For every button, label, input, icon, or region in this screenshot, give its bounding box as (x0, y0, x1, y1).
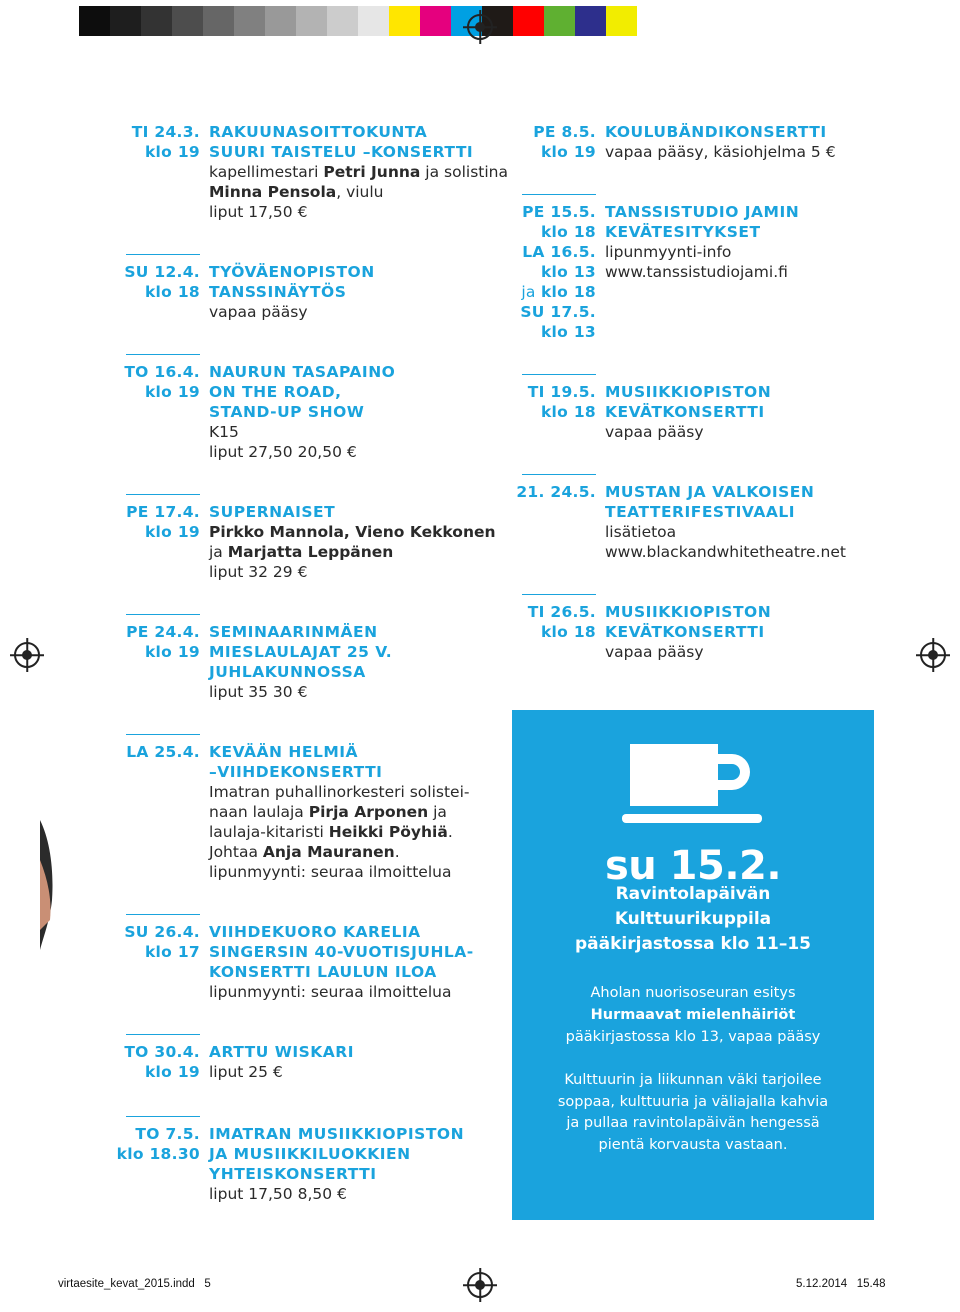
divider (126, 494, 200, 495)
event-title: SEMINAARINMÄEN (209, 623, 378, 641)
event-date (108, 362, 200, 402)
event-info (209, 362, 509, 462)
event-date-line: LA 25.4. (126, 743, 200, 761)
event-date-line: PE 15.5. (522, 203, 596, 221)
event-info (209, 262, 509, 322)
color-swatch (172, 6, 203, 36)
event-detail: liput 35 30 € (209, 683, 308, 701)
color-swatch (544, 6, 575, 36)
event-detail: lipunmyynti: seuraa ilmoittelua (209, 863, 452, 881)
event-info (209, 622, 509, 702)
event-detail: liput 17,50 8,50 € (209, 1185, 347, 1203)
registration-mark-left-icon (14, 642, 40, 668)
event-date-line: LA 16.5. (522, 243, 596, 261)
event-detail: lipunmyynti: seuraa ilmoittelua (209, 983, 452, 1001)
event-title: KEVÄTKONSERTTI (605, 403, 765, 421)
divider (126, 734, 200, 735)
divider (522, 474, 596, 475)
event-detail: K15 (209, 423, 239, 441)
event-title: –VIIHDEKONSERTTI (209, 763, 383, 781)
event-title: MIESLAULAJAT 25 V. (209, 643, 393, 661)
event-title: JUHLAKUNNOSSA (209, 663, 366, 681)
event-info (209, 502, 509, 582)
event-detail: liput 17,50 € (209, 203, 308, 221)
event-info (209, 1124, 509, 1204)
event-date-line: klo 18 (144, 283, 200, 301)
divider (522, 374, 596, 375)
event-title: KEVÄÄN HELMIÄ (209, 743, 359, 761)
event-title: TANSSINÄYTÖS (209, 283, 347, 301)
event-date-line: SU 17.5. (520, 303, 596, 321)
promo-description: Kulttuurin ja liikunnan väki tarjoilee soppaa, kulttuuria ja väliajalla kahvia ja pullaa ravintolapäivän hengessä pientä korvausta vastaan. (557, 1072, 829, 1153)
event-title: YHTEISKONSERTTI (209, 1165, 377, 1183)
event-info (605, 602, 905, 662)
coffee-cup-icon (622, 744, 762, 844)
registration-mark-top-icon (467, 14, 493, 40)
color-swatch (606, 6, 637, 36)
event-info (605, 482, 905, 562)
registration-mark-right-icon (920, 642, 946, 668)
event-title: JA MUSIIKKILUOKKIEN (209, 1145, 411, 1163)
event-date (504, 602, 596, 642)
event-info (605, 122, 905, 162)
event-detail: www.tanssistudiojami.fi (605, 263, 788, 281)
promo-date: su 15.2. (604, 843, 782, 889)
event-date (504, 482, 596, 502)
event-detail: lipunmyynti-info (605, 243, 732, 261)
event-title: TANSSISTUDIO JAMIN (605, 203, 800, 221)
color-swatch (575, 6, 606, 36)
color-swatch (48, 6, 79, 36)
event-date-line: TO 30.4. (124, 1043, 200, 1061)
divider (126, 354, 200, 355)
event-date-line: klo 13 (540, 263, 596, 281)
event-detail: lisätietoa (605, 523, 677, 541)
event-date-line: klo 19 (144, 1063, 200, 1081)
event-date-line: TI 26.5. (527, 603, 596, 621)
event-date-line: klo 19 (144, 143, 200, 161)
event-title: TEATTERIFESTIVAALI (605, 503, 796, 521)
event-date-line: klo 19 (144, 383, 200, 401)
event-date-line: PE 17.4. (126, 503, 200, 521)
event-info (209, 1042, 509, 1082)
event-detail: Pirkko Mannola, Vieno Kekkonen (209, 523, 496, 541)
photo-fragment (40, 800, 68, 950)
promo-box (512, 710, 874, 1220)
event-title: TYÖVÄENOPISTON (209, 263, 375, 281)
event-title: MUSTAN JA VALKOISEN (605, 483, 815, 501)
event-date (108, 1124, 200, 1164)
event-info (209, 122, 509, 222)
event-date-line: ja klo 18 (521, 283, 596, 301)
event-date-line: TO 16.4. (124, 363, 200, 381)
event-info (209, 922, 509, 1002)
event-detail: vapaa pääsy (605, 643, 704, 661)
event-date-line: klo 18 (540, 623, 596, 641)
color-swatch (234, 6, 265, 36)
event-date-line: klo 18.30 (116, 1145, 200, 1163)
divider (126, 614, 200, 615)
color-swatch (389, 6, 420, 36)
event-title: MUSIIKKIOPISTON (605, 383, 772, 401)
slug-filename: virtaesite_kevat_2015.indd 5 (58, 1278, 211, 1290)
color-swatch (141, 6, 172, 36)
event-title: VIIHDEKUORO KARELIA (209, 923, 421, 941)
divider (522, 594, 596, 595)
event-date-line: klo 18 (540, 223, 596, 241)
event-title: SUPERNAISET (209, 503, 336, 521)
event-date-line: SU 12.4. (124, 263, 200, 281)
promo-heading: Ravintolapäivän Kulttuurikuppila pääkirjastossa klo 11–15 (574, 884, 812, 954)
event-title: KEVÄTKONSERTTI (605, 623, 765, 641)
color-swatch (358, 6, 389, 36)
event-detail: naan laulaja Pirja Arponen ja (209, 803, 447, 821)
event-detail: ja Marjatta Leppänen (209, 543, 394, 561)
event-info (605, 202, 905, 282)
event-date (504, 382, 596, 422)
color-swatch (420, 6, 451, 36)
divider (126, 1034, 200, 1035)
event-title: RAKUUNASOITTOKUNTA (209, 123, 428, 141)
event-date-line: PE 8.5. (533, 123, 596, 141)
event-detail: Imatran puhallinorkesteri solistei- (209, 783, 470, 801)
event-detail: vapaa pääsy (605, 423, 704, 441)
event-detail: Johtaa Anja Mauranen. (209, 843, 400, 861)
divider (126, 914, 200, 915)
event-detail: laulaja-kitaristi Heikki Pöyhiä. (209, 823, 453, 841)
event-detail: liput 27,50 20,50 € (209, 443, 357, 461)
event-detail: liput 32 29 € (209, 563, 308, 581)
event-date (504, 202, 596, 342)
divider (522, 194, 596, 195)
event-detail: www.blackandwhitetheatre.net (605, 543, 846, 561)
event-date (108, 502, 200, 542)
event-info (209, 742, 509, 882)
event-title: SINGERSIN 40-VUOTISJUHLA- (209, 943, 474, 961)
event-detail: liput 25 € (209, 1063, 283, 1081)
event-date (108, 262, 200, 302)
promo-performance: Aholan nuorisoseuran esitys Hurmaavat mielenhäiriöt pääkirjastossa klo 13, vapaa pääsy (565, 985, 821, 1045)
event-title: MUSIIKKIOPISTON (605, 603, 772, 621)
event-date (108, 1042, 200, 1082)
event-date-line: klo 19 (144, 643, 200, 661)
event-detail: vapaa pääsy (209, 303, 308, 321)
color-swatch (79, 6, 110, 36)
color-swatch (637, 6, 668, 36)
event-date-line: klo 19 (540, 143, 596, 161)
event-date-line: TI 24.3. (131, 123, 200, 141)
color-swatch (265, 6, 296, 36)
event-date-line: klo 18 (540, 403, 596, 421)
event-title: STAND-UP SHOW (209, 403, 365, 421)
event-title: SUURI TAISTELU –KONSERTTI (209, 143, 474, 161)
event-date-line: TO 7.5. (135, 1125, 200, 1143)
event-date-line: klo 13 (540, 323, 596, 341)
event-date (108, 122, 200, 162)
color-swatch (110, 6, 141, 36)
event-date (108, 922, 200, 962)
divider (126, 254, 200, 255)
event-date-line: PE 24.4. (126, 623, 200, 641)
color-swatch (513, 6, 544, 36)
color-calibration-bar (48, 6, 668, 36)
registration-mark-bottom-icon (467, 1272, 493, 1298)
divider (126, 1116, 200, 1117)
event-date (504, 122, 596, 162)
slug-date: 5.12.2014 15.48 (796, 1278, 886, 1290)
color-swatch (203, 6, 234, 36)
event-title: ON THE ROAD, (209, 383, 342, 401)
event-date-line: klo 19 (144, 523, 200, 541)
color-swatch (296, 6, 327, 36)
event-date (108, 742, 200, 762)
event-date-line: SU 26.4. (124, 923, 200, 941)
event-detail: vapaa pääsy, käsiohjelma 5 € (605, 143, 836, 161)
event-detail: Minna Pensola, viulu (209, 183, 384, 201)
event-date-line: TI 19.5. (527, 383, 596, 401)
event-title: IMATRAN MUSIIKKIOPISTON (209, 1125, 465, 1143)
event-title: KEVÄTESITYKSET (605, 223, 761, 241)
event-title: NAURUN TASAPAINO (209, 363, 396, 381)
event-info (605, 382, 905, 442)
event-date (108, 622, 200, 662)
event-title: ARTTU WISKARI (209, 1043, 354, 1061)
event-date-line: 21. 24.5. (516, 483, 596, 501)
event-detail: kapellimestari Petri Junna ja solistina (209, 163, 508, 181)
event-date-line: klo 17 (144, 943, 200, 961)
event-title: KOULUBÄNDIKONSERTTI (605, 123, 827, 141)
event-title: KONSERTTI LAULUN ILOA (209, 963, 437, 981)
color-swatch (327, 6, 358, 36)
